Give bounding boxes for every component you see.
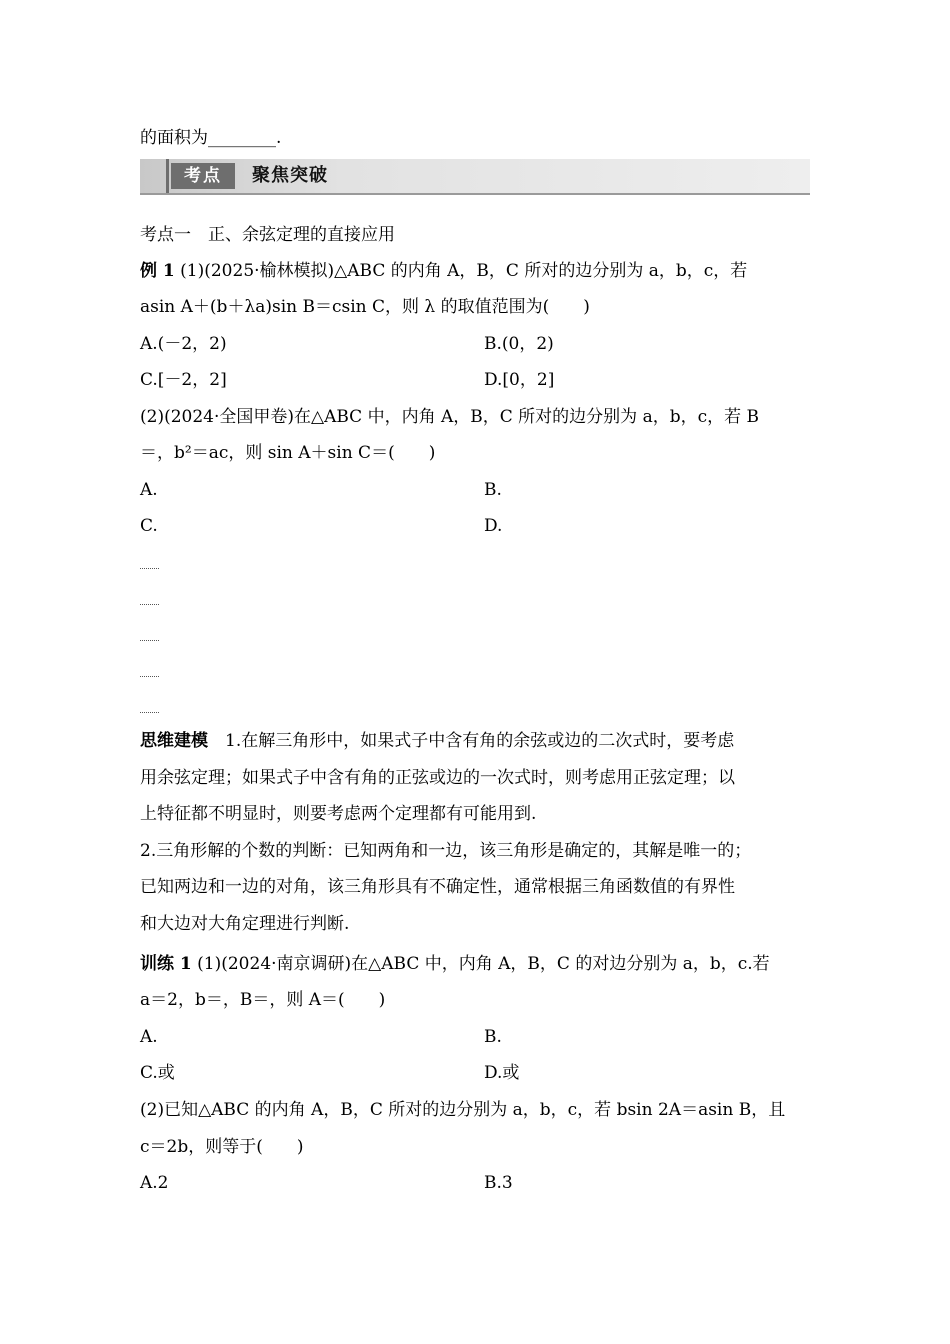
example1-part1-option-d: D.[0，2] bbox=[484, 370, 555, 390]
blank-answer-line bbox=[140, 568, 159, 569]
blank-answer-line bbox=[140, 604, 159, 605]
training1-part2-option-b: B.3 bbox=[484, 1173, 513, 1193]
modeling-line5: 已知两边和一边的对角，该三角形具有不确定性，通常根据三角函数值的有界性 bbox=[140, 877, 735, 897]
example1-part1-line2: asin A＋(b＋λa)sin B＝csin C，则 λ 的取值范围为( ) bbox=[140, 297, 590, 317]
example1-part2-line2: ＝，b²＝ac，则 sin A＋sin C＝( ) bbox=[140, 443, 436, 463]
banner-title: 聚焦突破 bbox=[252, 165, 328, 186]
training1-part1-option-a: A. bbox=[140, 1027, 158, 1047]
example1-label: 例 1 bbox=[140, 261, 175, 281]
example1-part1-option-a: A.(－2，2) bbox=[140, 334, 227, 354]
training1-part1-line1 bbox=[140, 954, 810, 974]
example1-part1-line1 bbox=[140, 261, 810, 281]
banner-notch bbox=[166, 159, 169, 193]
training1-part1-option-c: C.或 bbox=[140, 1063, 175, 1083]
modeling-line3: 上特征都不明显时，则要考虑两个定理都有可能用到. bbox=[140, 804, 537, 824]
blank-answer-line bbox=[140, 640, 159, 641]
example1-part1-option-c: C.[－2，2] bbox=[140, 370, 227, 390]
training1-part1-option-d: D.或 bbox=[484, 1063, 520, 1083]
training1-part2-line2: c＝2b，则等于( ) bbox=[140, 1137, 304, 1157]
example1-part2-option-d: D. bbox=[484, 516, 503, 536]
example1-part2-option-c: C. bbox=[140, 516, 158, 536]
example1-part2-option-a: A. bbox=[140, 480, 158, 500]
example1-part2-option-b: B. bbox=[484, 480, 502, 500]
modeling-line6: 和大边对大角定理进行判断. bbox=[140, 914, 350, 934]
modeling-line1 bbox=[140, 731, 810, 751]
modeling-line2: 用余弦定理；如果式子中含有角的正弦或边的一次式时，则考虑用正弦定理；以 bbox=[140, 768, 735, 788]
section-banner bbox=[140, 159, 810, 195]
example1-part1-option-b: B.(0，2) bbox=[484, 334, 554, 354]
modeling-label: 思维建模 bbox=[140, 731, 208, 751]
modeling-line4: 2.三角形解的个数的判断：已知两角和一边，该三角形是确定的，其解是唯一的； bbox=[140, 841, 752, 861]
banner-tag: 考点 bbox=[171, 163, 235, 189]
modeling-text-1: 1.在解三角形中，如果式子中含有角的余弦或边的二次式时，要考虑 bbox=[225, 731, 735, 751]
blank-answer-line bbox=[140, 676, 159, 677]
training1-part1-option-b: B. bbox=[484, 1027, 502, 1047]
blank-answer-line bbox=[140, 712, 159, 713]
section-heading: 考点一 正、余弦定理的直接应用 bbox=[140, 225, 395, 245]
training1-part1-text: (1)(2024·南京调研)在△ABC 中，内角 A，B，C 的对边分别为 a，b，c.若 bbox=[197, 954, 770, 974]
previous-question-tail: 的面积为________. bbox=[140, 128, 282, 148]
example1-part2-line1: (2)(2024·全国甲卷)在△ABC 中，内角 A，B，C 所对的边分别为 a，b，c，若 B bbox=[140, 407, 760, 427]
training1-label: 训练 1 bbox=[140, 954, 192, 974]
training1-part2-line1: (2)已知△ABC 的内角 A，B，C 所对的边分别为 a，b，c，若 bsin 2A＝asin B，且 bbox=[140, 1100, 786, 1120]
training1-part1-line2: a＝2，b＝，B＝，则 A＝( ) bbox=[140, 990, 386, 1010]
example1-part1-text: (1)(2025·榆林模拟)△ABC 的内角 A，B，C 所对的边分别为 a，b，c，若 bbox=[180, 261, 748, 281]
training1-part2-option-a: A.2 bbox=[140, 1173, 169, 1193]
